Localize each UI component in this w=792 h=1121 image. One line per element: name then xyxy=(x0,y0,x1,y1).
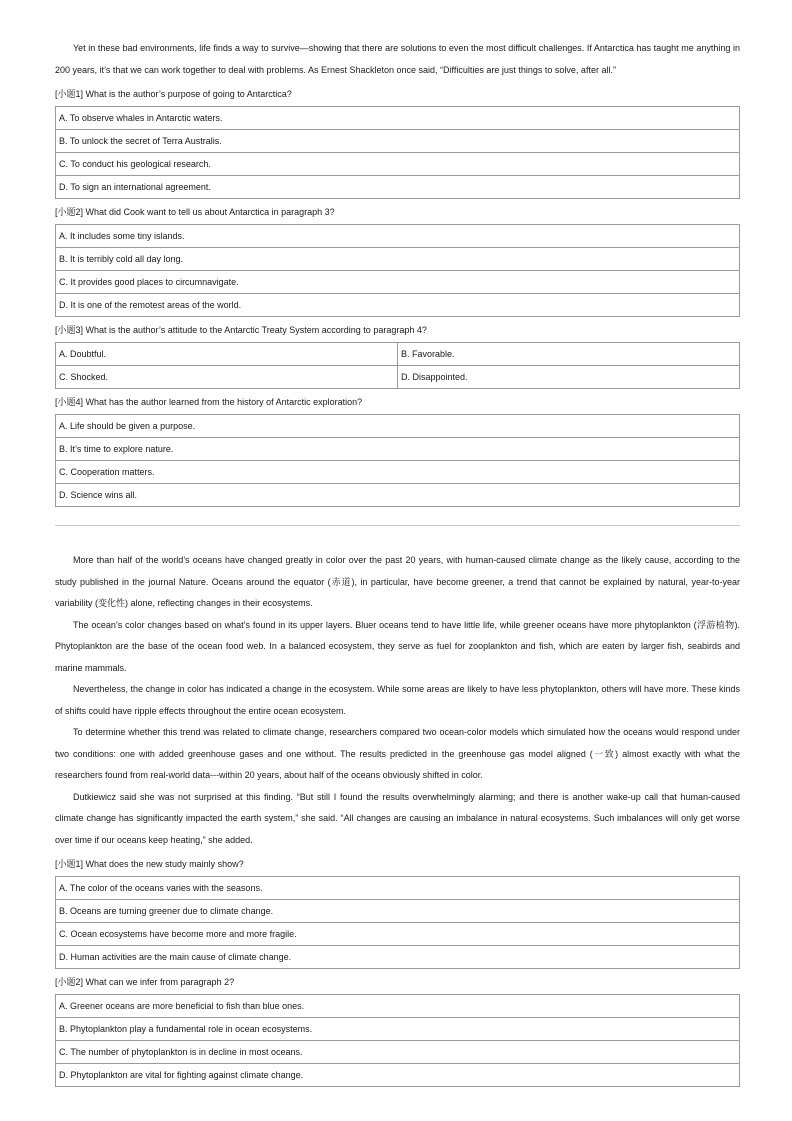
question-stem: [小题2] What can we infer from paragraph 2? xyxy=(55,977,235,987)
question-stem: [小题1] What does the new study mainly show? xyxy=(55,859,244,869)
option-d[interactable]: D. It is one of the remotest areas of the world. xyxy=(56,294,740,317)
option-c[interactable]: C. Cooperation matters. xyxy=(56,461,740,484)
question-stem: [小题1] What is the author’s purpose of going to Antarctica? xyxy=(55,89,292,99)
passage-2-paragraph: Nevertheless, the change in color has indicated a change in the ecosystem. While some areas are likely to have less phytoplankton, others will have more. These kinds of shifts could have ripple effects throughout the entire ocean ecosystem. xyxy=(55,684,740,716)
passage-2-paragraph: To determine whether this trend was related to climate change, researchers compared two ocean-color models which simulated how the oceans would respond under two conditions: one with added greenhouse gases and one without. The results predicted in the greenhouse gas model aligned (一致) almost exactly with what the researchers found from real-world data---within 20 years, about half of the oceans obviously shifted in color. xyxy=(55,727,740,780)
passage-2-paragraph: The ocean’s color changes based on what’s found in its upper layers. Bluer oceans tend to have little life, while greener oceans have more phytoplankton (浮游植物). Phytoplankton are the base of the ocean food web. In a balanced ecosystem, they serve as fuel for zooplankton and fish, which are eaten by larger fish, seabirds and marine mammals. xyxy=(55,619,740,673)
option-c[interactable]: C. The number of phytoplankton is in decline in most oceans. xyxy=(56,1041,740,1064)
option-b[interactable]: B. Oceans are turning greener due to climate change. xyxy=(56,900,740,923)
passage-1-paragraph: Yet in these bad environments, life finds a way to survive—showing that there are solutions to even the most difficult challenges. If Antarctica has taught me anything in 200 years, it’s that we can work together to deal with problems. As Ernest Shackleton once said, “Difficulties are just things to solve, after all.” xyxy=(55,43,740,75)
option-b[interactable]: B. It’s time to explore nature. xyxy=(56,438,740,461)
option-b[interactable]: B. Favorable. xyxy=(398,343,740,366)
option-a[interactable]: A. Doubtful. xyxy=(56,343,398,366)
option-b[interactable]: B. To unlock the secret of Terra Australis. xyxy=(56,130,740,153)
passage-2-paragraph: Dutkiewicz said she was not surprised at this finding. “But still I found the results overwhelmingly alarming; and there is another wake-up call that human-caused climate change has significantly impacted the earth system,” she said. “All changes are causing an imbalance in natural ecosystems. Such imbalances will only get worse over time if our oceans keep heating,” she added. xyxy=(55,791,740,845)
option-a[interactable]: A. It includes some tiny islands. xyxy=(56,225,740,248)
option-d[interactable]: D. Phytoplankton are vital for fighting against climate change. xyxy=(56,1064,740,1087)
question-stem: [小题3] What is the author’s attitude to the Antarctic Treaty System according to paragraph 4? xyxy=(55,325,427,335)
options-table xyxy=(55,224,740,317)
option-a[interactable]: A. The color of the oceans varies with the seasons. xyxy=(56,877,740,900)
options-table xyxy=(55,106,740,199)
passage-2 xyxy=(55,550,740,1087)
passage-1 xyxy=(55,38,740,507)
option-c[interactable]: C. Shocked. xyxy=(56,366,398,389)
option-a[interactable]: A. Greener oceans are more beneficial to fish than blue ones. xyxy=(56,995,740,1018)
passage-2-paragraph: More than half of the world’s oceans have changed greatly in color over the past 20 years, with human-caused climate change as the likely cause, according to the study published in the journal Nature. Oceans around the equator (赤道), in particular, have become greener, a trend that cannot be explained by natural, year-to-year variability (变化性) alone, reflecting changes in their ecosystems. xyxy=(55,555,740,608)
option-a[interactable]: A. To observe whales in Antarctic waters. xyxy=(56,107,740,130)
option-d[interactable]: D. To sign an international agreement. xyxy=(56,176,740,199)
options-table xyxy=(55,342,740,389)
option-d[interactable]: D. Human activities are the main cause of climate change. xyxy=(56,946,740,969)
option-d[interactable]: D. Disappointed. xyxy=(398,366,740,389)
section-divider xyxy=(55,525,740,526)
option-d[interactable]: D. Science wins all. xyxy=(56,484,740,507)
option-b[interactable]: B. It is terribly cold all day long. xyxy=(56,248,740,271)
question-stem: [小题4] What has the author learned from the history of Antarctic exploration? xyxy=(55,397,363,407)
options-table xyxy=(55,994,740,1087)
options-table xyxy=(55,414,740,507)
options-table xyxy=(55,876,740,969)
option-b[interactable]: B. Phytoplankton play a fundamental role in ocean ecosystems. xyxy=(56,1018,740,1041)
option-c[interactable]: C. Ocean ecosystems have become more and more fragile. xyxy=(56,923,740,946)
question-stem: [小题2] What did Cook want to tell us about Antarctica in paragraph 3? xyxy=(55,207,335,217)
option-c[interactable]: C. It provides good places to circumnavigate. xyxy=(56,271,740,294)
option-c[interactable]: C. To conduct his geological research. xyxy=(56,153,740,176)
option-a[interactable]: A. Life should be given a purpose. xyxy=(56,415,740,438)
